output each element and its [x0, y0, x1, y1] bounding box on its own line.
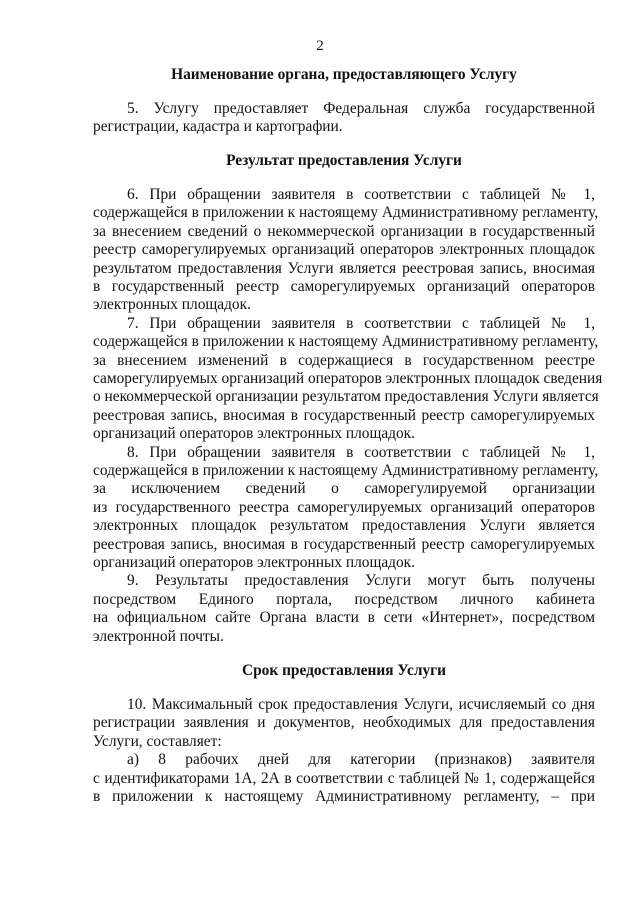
- paragraph-line: а) 8 рабочих дней для категории (признаков) заявителя: [127, 751, 595, 769]
- paragraph-5: [93, 100, 595, 137]
- paragraph-line: 10. Максимальный срок предоставления Услуги, исчисляемый со дня: [127, 696, 595, 713]
- paragraph-line: 8. При обращении заявителя в соответствии с таблицей № 1,: [127, 443, 595, 461]
- paragraph-line: реестровая запись, вносимая в государственный реестр саморегулируемых: [93, 535, 595, 553]
- paragraph-line: организаций операторов электронных площадок.: [93, 425, 416, 443]
- paragraph-7: [93, 314, 603, 444]
- paragraph-line: за исключением сведений о саморегулируемой организации: [93, 480, 595, 498]
- paragraph-line: за внесением сведений о некоммерческой организации в государственный: [93, 222, 595, 240]
- paragraph-line: электронной почты.: [93, 627, 224, 645]
- section-heading-issuing-authority: Наименование органа, предоставляющего Услугу: [171, 66, 517, 83]
- paragraph-line: 5. Услугу предоставляет Федеральная служба государственной: [127, 100, 595, 117]
- paragraph-line: 6. При обращении заявителя в соответствии с таблицей № 1,: [127, 186, 595, 203]
- paragraph-line: с идентификаторами 1А, 2А в соответствии с таблицей № 1, содержащейся: [93, 769, 595, 787]
- section-heading-service-term: Срок предоставления Услуги: [241, 662, 447, 679]
- paragraph-line: содержащейся в приложении к настоящему Административному регламенту,: [93, 461, 599, 479]
- paragraph-line: за внесением изменений в содержащиеся в государственном реестре: [93, 351, 595, 369]
- paragraph-line: 7. При обращении заявителя в соответствии с таблицей № 1,: [127, 314, 595, 332]
- paragraph-6: [93, 186, 599, 315]
- paragraph-line: организаций операторов электронных площадок.: [93, 553, 416, 571]
- paragraph-line: посредством Единого портала, посредством личного кабинета: [93, 590, 595, 608]
- paragraph-line: электронных площадок результатом предоставления Услуги является: [93, 517, 595, 535]
- paragraph-line: саморегулируемых организаций операторов электронных площадок сведения: [93, 369, 603, 387]
- section-heading-service-result: Результат предоставления Услуги: [226, 152, 462, 169]
- paragraph-line: реестровая запись, вносимая в государственный реестр саморегулируемых: [93, 406, 595, 424]
- paragraph-line: в государственный реестр саморегулируемых организаций операторов: [93, 277, 595, 295]
- paragraph-10a: [93, 751, 595, 806]
- paragraph-line: результатом предоставления Услуги является реестровая запись, вносимая: [93, 259, 595, 277]
- paragraph-line: в приложении к настоящему Административному регламенту, – при: [93, 787, 595, 805]
- paragraph-line: регистрации, кадастра и картографии.: [93, 118, 343, 136]
- paragraph-line: содержащейся в приложении к настоящему Административному регламенту,: [93, 204, 599, 222]
- paragraph-line: Услуги, составляет:: [93, 732, 222, 750]
- paragraph-9: [93, 572, 595, 646]
- paragraph-line: реестр саморегулируемых организаций операторов электронных площадок: [93, 241, 595, 259]
- paragraph-line: электронных площадок.: [93, 296, 251, 314]
- paragraph-10: [93, 696, 595, 751]
- paragraph-8: [93, 443, 599, 573]
- paragraph-line: регистрации заявления и документов, необходимых для предоставления: [93, 714, 595, 732]
- paragraph-line: содержащейся в приложении к настоящему Административному регламенту,: [93, 333, 599, 351]
- paragraph-line: о некоммерческой организации результатом предоставления Услуги является: [93, 388, 599, 406]
- paragraph-line: на официальном сайте Органа власти в сети «Интернет», посредством: [93, 609, 595, 627]
- page-number: 2: [316, 38, 324, 54]
- paragraph-line: из государственного реестра саморегулируемых организаций операторов: [93, 498, 595, 516]
- paragraph-line: 9. Результаты предоставления Услуги могут быть получены: [127, 572, 595, 590]
